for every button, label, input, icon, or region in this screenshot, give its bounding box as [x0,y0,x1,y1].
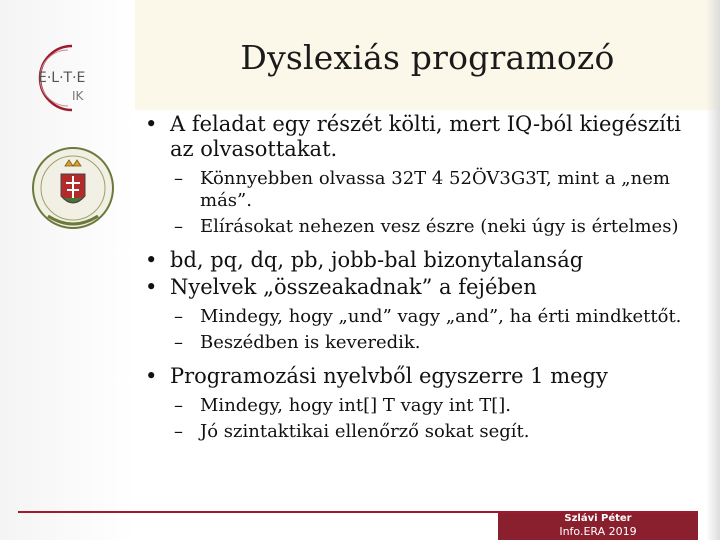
bullet-item [140,364,700,389]
bullet-icon: • [145,248,158,272]
sub-bullet-text: Mindegy, hogy int[] T vagy int T[]. [200,395,512,416]
bullet-icon: • [145,275,158,299]
elte-logo-icon [28,40,120,116]
sub-bullet-item [140,395,700,417]
sub-bullet-item [140,332,700,354]
sub-bullet-item [140,168,700,212]
bullet-text: A feladat egy részét költi, mert IQ-ból kiegészíti az olvasottakat. [170,112,682,161]
bullet-text: bd, pq, dq, pb, jobb-bal bizonytalanság [170,248,584,272]
bullet-text: Programozási nyelvből egyszerre 1 megy [170,364,608,388]
dash-icon: – [174,216,183,237]
dash-icon: – [174,395,183,416]
bullet-icon: • [145,112,158,136]
dash-icon: – [174,421,183,442]
sub-bullet-text: Jó szintaktikai ellenőrző sokat segít. [200,421,530,442]
dash-icon: – [174,168,183,189]
bullet-text: Nyelvek „összeakadnak” a fejében [170,275,537,299]
bullet-item [140,112,700,162]
logo-sub: IK [72,89,84,103]
footer-author: Szlávi Péter [564,513,632,524]
right-shadow [706,0,720,540]
footer-event: Info.ERA 2019 [559,525,637,538]
slide-content [140,110,700,443]
footer-divider [18,511,498,513]
footer-badge [498,513,698,540]
bullet-item [140,248,700,273]
bullet-item [140,275,700,300]
sub-bullet-text: Elírásokat nehezen vesz észre (neki úgy is értelmes) [200,216,679,237]
dash-icon: – [174,306,183,327]
university-crest-icon [28,136,118,246]
slide-title: Dyslexiás programozó [240,38,615,77]
sub-bullet-item [140,216,700,238]
sub-bullet-text: Beszédben is keveredik. [200,332,421,353]
sub-bullet-text: Könnyebben olvassa 32T 4 52ÖV3G3T, mint a „nem más”. [200,168,670,211]
dash-icon: – [174,332,183,353]
sub-bullet-item [140,421,700,443]
sub-bullet-text: Mindegy, hogy „und” vagy „and”, ha érti mindkettőt. [200,306,682,327]
bullet-icon: • [145,364,158,388]
logo-letters: E·L·T·E [38,70,86,86]
sub-bullet-item [140,306,700,328]
